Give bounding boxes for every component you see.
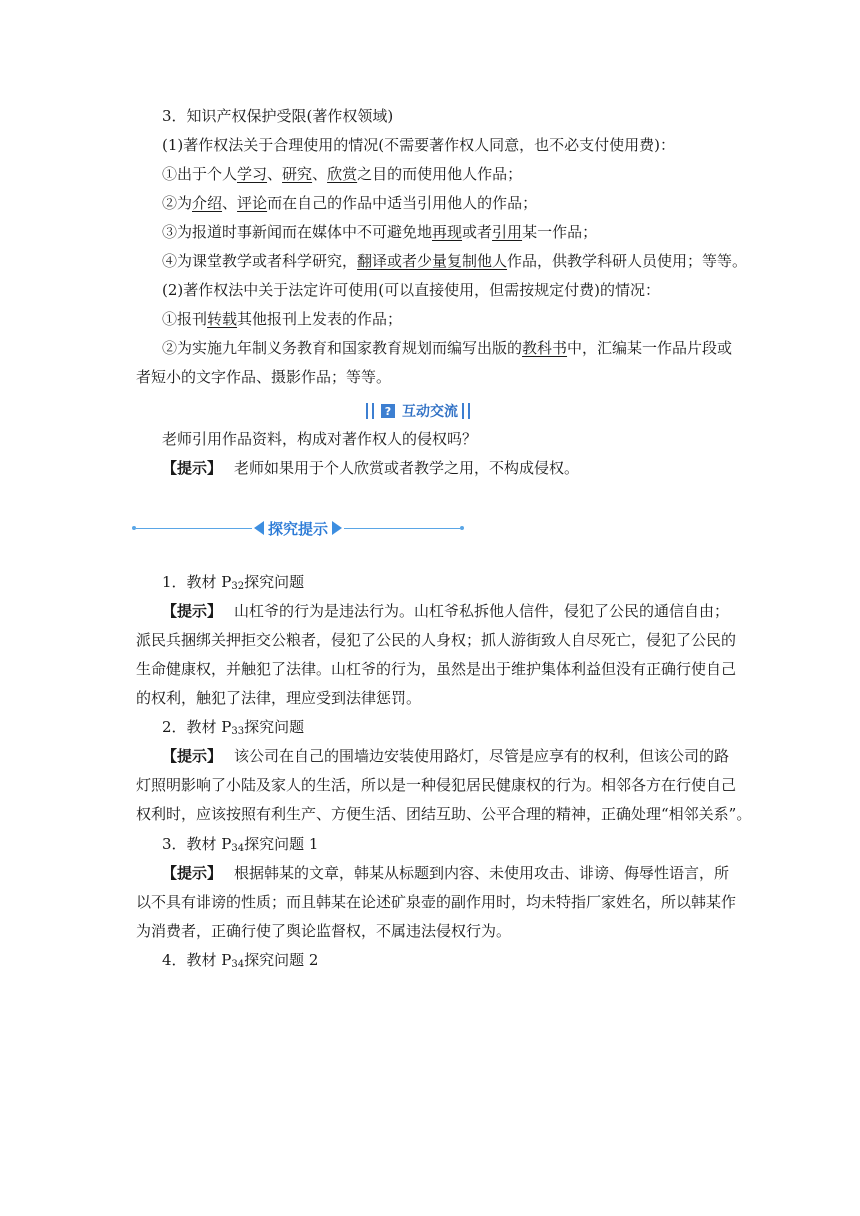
item-text: 、	[222, 194, 238, 212]
hint-label: 【提示】	[162, 602, 223, 620]
answer-text: 根据韩某的文章，韩某从标题到内容、未使用攻击、诽谤、侮辱性语言，所	[234, 864, 730, 882]
q-text: 2．教材 P	[162, 718, 232, 736]
answer-line	[136, 687, 736, 709]
answer-text: 生命健康权，并触犯了法律。山杠爷的行为，虽然是出于维护集体利益但没有正确行使自己	[136, 660, 737, 678]
answer-text: 权利时，应该按照有利生产、方便生活、团结互助、公平合理的精神，正确处理“相邻关系”。	[136, 805, 752, 823]
list-item	[162, 337, 762, 359]
item-text: 者短小的文字作品、摄影作品；等等。	[136, 368, 392, 386]
interact-badge	[366, 401, 470, 421]
list-item	[162, 250, 762, 272]
q-text: 3．教材 P	[162, 835, 232, 853]
badge-bar	[462, 403, 464, 419]
answer-line	[136, 658, 736, 680]
list-item-continuation	[136, 366, 736, 388]
answer-line	[136, 920, 736, 942]
page-subscript: 34	[231, 843, 245, 854]
underlined-term: 引用	[492, 223, 523, 241]
left-arrow-icon	[254, 521, 264, 535]
item-text: 而在自己的作品中适当引用他人的作品；	[267, 194, 538, 212]
underlined-term: 再现	[432, 223, 463, 241]
answer-text: 为消费者，正确行使了舆论监督权，不属违法侵权行为。	[136, 922, 512, 940]
underlined-term: 教科书	[522, 339, 568, 357]
underlined-term: 评论	[237, 194, 268, 212]
question-icon: ?	[381, 404, 395, 418]
question-heading	[162, 833, 762, 860]
answer-line	[136, 774, 736, 796]
page-subscript: 34	[231, 959, 245, 970]
item-text: ②为	[162, 194, 193, 212]
item-text: ①报刊	[162, 310, 208, 328]
section-heading-text: 3．知识产权保护受限(著作权领域)	[162, 107, 394, 125]
underlined-term: 翻译或者少量复制他人	[357, 252, 508, 270]
header-dot	[460, 526, 464, 530]
hint-label: 【提示】	[162, 459, 223, 477]
list-item	[162, 192, 762, 214]
underlined-term: 介绍	[192, 194, 223, 212]
statutory-intro: (2)著作权法中关于法定许可使用(可以直接使用，但需按规定付费)的情况：	[162, 281, 660, 299]
question-heading	[162, 949, 762, 976]
answer-text: 的权利，触犯了法律，理应受到法律惩罚。	[136, 689, 422, 707]
hint-label: 【提示】	[162, 747, 223, 765]
answer-text: 派民兵捆绑关押拒交公粮者，侵犯了公民的人身权；抓人游街致人自尽死亡，侵犯了公民的	[136, 631, 737, 649]
section-title: 探究提示	[268, 519, 329, 538]
fair-use-intro: (1)著作权法关于合理使用的情况(不需要著作权人同意，也不必支付使用费)：	[162, 136, 675, 154]
item-text: 之目的而使用他人作品；	[357, 165, 523, 183]
list-item	[162, 221, 762, 243]
answer-line	[136, 803, 752, 825]
answer-text: 该公司在自己的围墙边安装使用路灯，尽管是应享有的权利，但该公司的路	[234, 747, 730, 765]
item-text: ③为报道时事新闻而在媒体中不可避免地	[162, 223, 433, 241]
q-text: 探究问题	[244, 573, 305, 591]
header-rule	[344, 528, 460, 529]
answer-text: 灯照明影响了小陆及家人的生活，所以是一种侵犯居民健康权的行为。相邻各方在行使自己	[136, 776, 737, 794]
item-text: 某一作品；	[522, 223, 598, 241]
hint-text: 老师如果用于个人欣赏或者教学之用，不构成侵权。	[234, 459, 580, 477]
answer-line	[162, 600, 762, 622]
page-subscript: 32	[231, 581, 245, 592]
page-subscript: 33	[231, 726, 245, 737]
answer-line	[136, 629, 736, 651]
item-text: 、	[267, 165, 283, 183]
item-text: 其他报刊上发表的作品；	[237, 310, 403, 328]
underlined-term: 转载	[207, 310, 238, 328]
question-heading	[162, 716, 762, 743]
badge-bar	[372, 403, 374, 419]
underlined-term: 学习	[237, 165, 268, 183]
item-text: ④为课堂教学或者科学研究，	[162, 252, 358, 270]
item-text: ②为实施九年制义务教育和国家教育规划而编写出版的	[162, 339, 523, 357]
paragraph-fair-use	[162, 134, 762, 156]
answer-line	[162, 862, 762, 884]
interact-hint	[162, 457, 762, 479]
list-item	[162, 163, 762, 185]
q-text: 探究问题 2	[244, 951, 319, 969]
item-text: 中，汇编某一作品片段或	[567, 339, 733, 357]
answer-line	[162, 745, 762, 767]
answer-text: 以不具有诽谤的性质；而且韩某在论述矿泉壶的副作用时，均未特指厂家姓名，所以韩某作	[136, 893, 737, 911]
question-text: 老师引用作品资料，构成对著作权人的侵权吗？	[162, 430, 478, 448]
item-text: ①出于个人	[162, 165, 238, 183]
answer-text: 山杠爷的行为是违法行为。山杠爷私拆他人信件，侵犯了公民的通信自由；	[234, 602, 730, 620]
badge-bar	[366, 403, 368, 419]
explore-section-header	[132, 517, 464, 539]
header-rule	[136, 528, 252, 529]
item-text: 、	[312, 165, 328, 183]
list-item	[162, 308, 762, 330]
q-text: 4．教材 P	[162, 951, 232, 969]
item-text: 作品，供教学科研人员使用；等等。	[507, 252, 748, 270]
underlined-term: 研究	[282, 165, 313, 183]
badge-bar	[468, 403, 470, 419]
q-text: 探究问题	[244, 718, 305, 736]
section-heading	[162, 105, 762, 127]
q-text: 1．教材 P	[162, 573, 232, 591]
paragraph-statutory	[162, 279, 762, 301]
badge-label: 互动交流	[402, 404, 458, 420]
q-text: 探究问题 1	[244, 835, 319, 853]
answer-line	[136, 891, 736, 913]
interact-question	[162, 428, 762, 450]
item-text: 或者	[462, 223, 493, 241]
underlined-term: 欣赏	[327, 165, 358, 183]
right-arrow-icon	[332, 521, 342, 535]
hint-label: 【提示】	[162, 864, 223, 882]
question-heading	[162, 571, 762, 598]
